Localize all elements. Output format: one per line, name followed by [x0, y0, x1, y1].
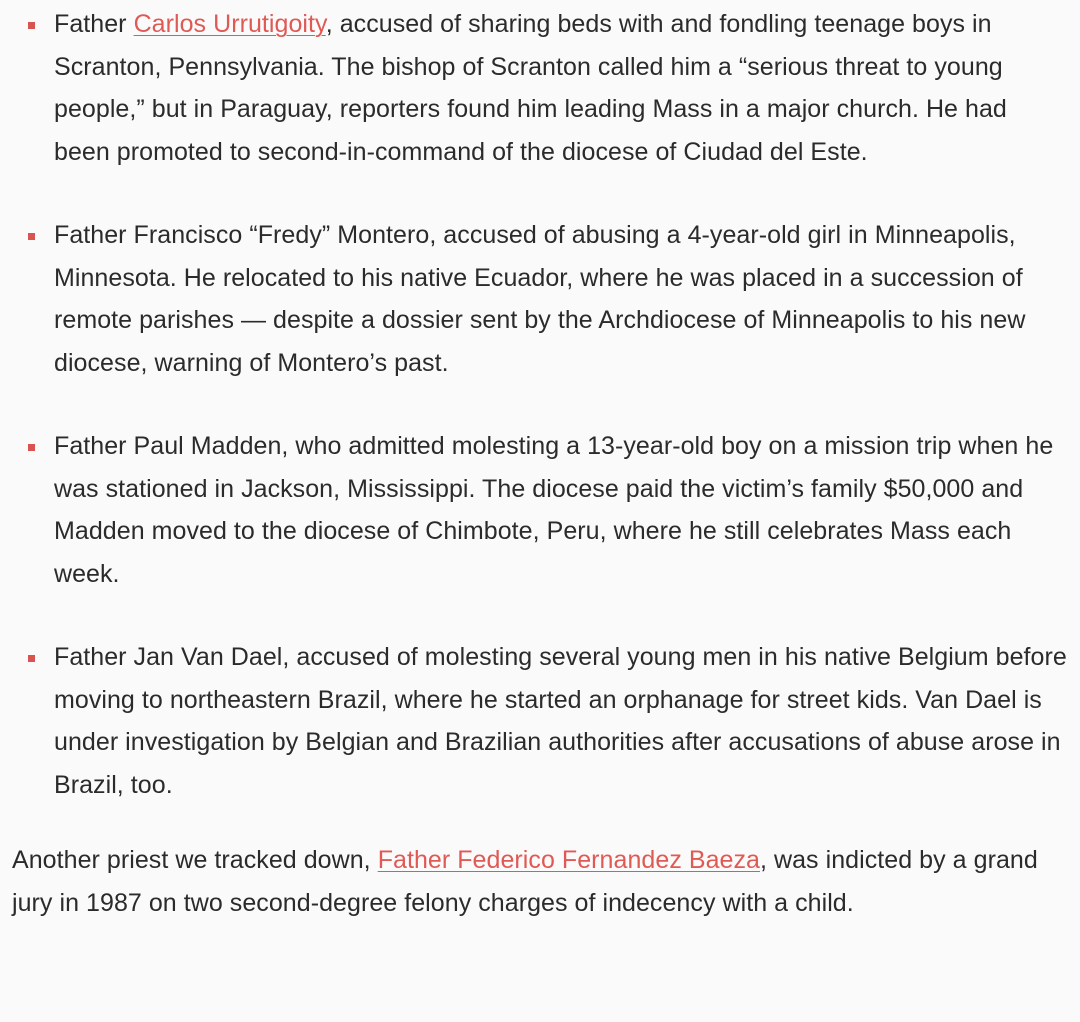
bullet-square-icon — [28, 22, 35, 29]
bullet-square-icon — [28, 233, 35, 240]
bullet-square-icon — [28, 444, 35, 451]
list-item-text: Father Paul Madden, who admitted molesting a 13-year-old boy on a mission trip when he was stationed in Jackson, Mississippi. The diocese paid the victim’s family $50,000 and Madden moved to the diocese of Chimbote, Peru, where he still celebrates Mass each week. — [54, 432, 1054, 588]
list-item-urrutigoity — [12, 0, 1068, 173]
closing-text-end: , was indicted by a grand jury in 1987 on two second-degree felony charges of indecency with a child. — [12, 846, 1038, 917]
list-item-van-dael — [12, 636, 1068, 806]
bullet-square-icon — [28, 655, 35, 662]
priest-list — [12, 0, 1068, 806]
list-item-madden — [12, 425, 1068, 595]
federico-fernandez-baeza-link[interactable]: Father Federico Fernandez Baeza — [377, 846, 760, 874]
list-item-text-end: , accused of sharing beds with and fondling teenage boys in Scranton, Pennsylvania. The bishop of Scranton called him a “serious threat to young people,” but in Paraguay, reporters found him leading Mass in a major church. He had been promoted to second-in-command of the diocese of Ciudad del Este. — [54, 10, 1007, 166]
list-item-text: Father Jan Van Dael, accused of molesting several young men in his native Belgium before moving to northeastern Brazil, where he started an orphanage for street kids. Van Dael is under investigation by Belgian and Brazilian authorities after accusations of abuse arose in Brazil, too. — [54, 643, 1067, 799]
closing-paragraph — [12, 839, 1068, 924]
closing-text-start: Another priest we tracked down, — [12, 846, 378, 874]
list-item-montero — [12, 214, 1068, 384]
list-item-text: Father Francisco “Fredy” Montero, accused of abusing a 4-year-old girl in Minneapolis, Minnesota. He relocated to his native Ecuador, where he was placed in a succession of remote parishes — despite a dossier sent by the Archdiocese of Minneapolis to his new diocese, warning of Montero’s past. — [54, 221, 1026, 377]
carlos-urrutigoity-link[interactable]: Carlos Urrutigoity — [133, 10, 326, 38]
list-item-text-start: Father — [54, 10, 134, 38]
